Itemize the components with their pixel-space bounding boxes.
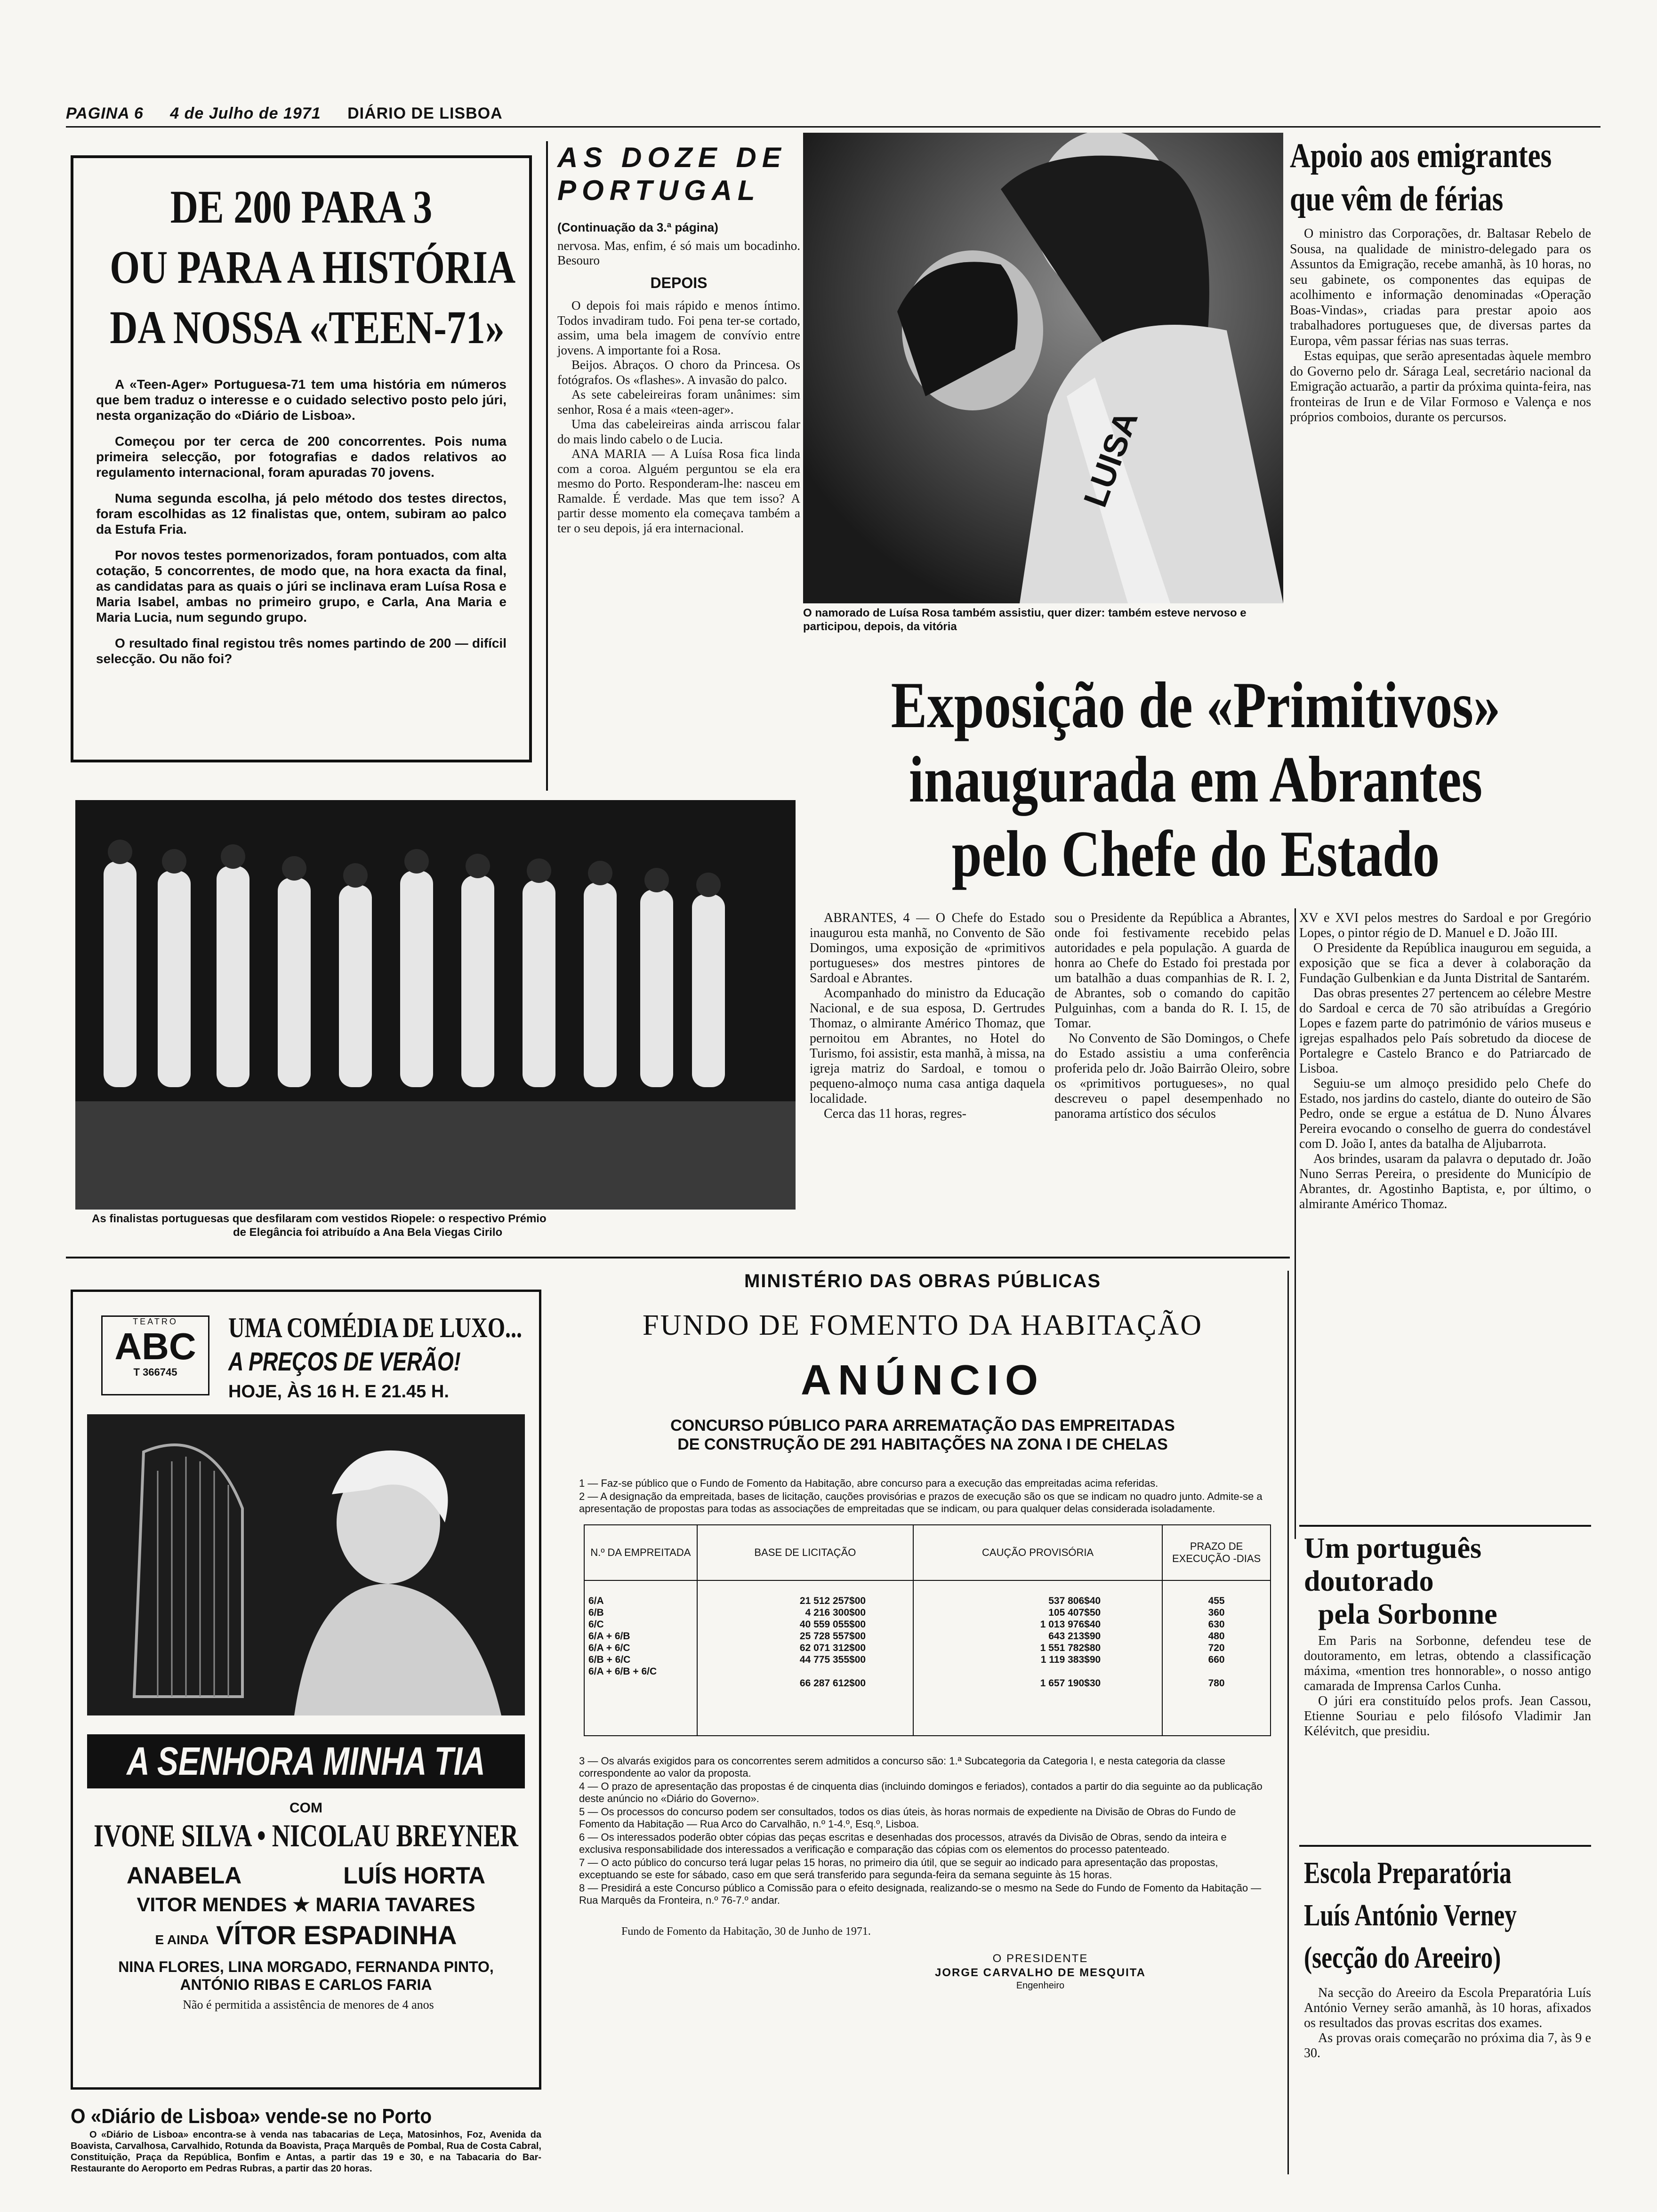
exposicao-headline: [810, 668, 1582, 891]
escola-headline-line3: (secção do Areeiro): [1304, 1940, 1501, 1975]
theatre-star-1: IVONE SILVA: [94, 1818, 251, 1853]
table-cell: 6/B: [588, 1607, 604, 1618]
theatre-times: HOJE, ÀS 16 H. E 21.45 H.: [228, 1382, 449, 1402]
table-cell: 1 657 190$30: [1040, 1678, 1101, 1689]
theatre-others: [73, 1958, 539, 1994]
table-cell: 480: [1208, 1631, 1225, 1642]
anuncio-item: 1 — Faz-se público que o Fundo de Fomento da Habitação, abre concurso para a execução das empreitadas acima referidas.: [579, 1477, 1158, 1489]
escola-rule: [1299, 1845, 1591, 1847]
table-cell: 780: [1208, 1678, 1225, 1689]
anuncio-item: 4 — O prazo de apresentação das propostas é de cinquenta dias (incluindo domingos e feriados), contados a partir do dia seguinte ao da publicação deste anúncio no «Diário do Governo».: [579, 1780, 1263, 1804]
theatre-cast-name: ANABELA: [126, 1862, 241, 1889]
theatre-cast-row2: [73, 1892, 539, 1917]
sorbonne-headline-line1: Um português: [1304, 1532, 1482, 1564]
emigrantes-headline-line2: que vêm de férias: [1290, 180, 1504, 218]
table-col-prazo: [1162, 1580, 1271, 1736]
col-header: N.º DA EMPREITADA: [584, 1525, 697, 1580]
doze-paragraph: As sete cabeleireiras foram unânimes: sim senhor, Rosa é a mais «teen-ager».: [557, 387, 800, 417]
porto-notice: [71, 2104, 541, 2174]
photo-finalists-image: [75, 800, 796, 1210]
theatre-phone: T 366745: [133, 1366, 177, 1378]
teen-paragraph: A «Teen-Ager» Portuguesa-71 tem uma história em números que bem traduz o interesse e o cuidado selectivo posto pelo júri, nesta organização do «Diário de Lisboa».: [96, 377, 507, 423]
theatre-headline-line1: UMA COMÉDIA DE LUXO...: [228, 1312, 523, 1343]
theatre-star-separator: •: [257, 1818, 272, 1853]
teen-headline-line2: OU PARA A HISTÓRIA: [110, 241, 516, 293]
teen-paragraph: Numa segunda escolha, já pelo método dos testes directos, foram escolhidas as 12 finalistas que, ontem, subiram ao palco da Estufa Fria.: [96, 491, 507, 537]
sorbonne-headline: [1304, 1532, 1591, 1631]
photo-finalists-caption: [92, 1212, 798, 1239]
table-col-base: [697, 1580, 913, 1736]
table-cell: 720: [1208, 1643, 1225, 1653]
table-cell: 643 213$90: [1048, 1631, 1101, 1642]
anuncio-items-top: [579, 1477, 1266, 1515]
emigrantes-paragraph: O ministro das Corporações, dr. Baltasar Rebelo de Sousa, na qualidade de ministro-delegado para os Assuntos da Emigração, recebe amanhã, às 10 horas, no seu gabinete, os componentes das equipas de acolhimento e informação denominadas «Operação Boas-Vindas», criadas para prestar apoio aos trabalhadores portugueses que, de diversas partes da Europa, vêm passar férias nas suas terras.: [1290, 226, 1591, 348]
doze-article: [546, 141, 800, 791]
sorbonne-paragraph: O júri era constituído pelos profs. Jean Cassou, Etienne Souriau e pelo filósofo Vladimir Jan Kélévitch, que presidiu.: [1304, 1694, 1591, 1739]
exposicao-col3: [1299, 911, 1591, 1212]
exposicao-headline-line1: Exposição de «Primitivos»: [891, 669, 1501, 742]
sorbonne-body: [1304, 1634, 1591, 1739]
theatre-vitor: VÍTOR ESPADINHA: [216, 1920, 457, 1950]
page-number: PAGINA 6: [66, 104, 144, 122]
theatre-headline-line2: A PREÇOS DE VERÃO!: [228, 1346, 461, 1376]
anuncio-item: 6 — Os interessados poderão obter cópias das peças escritas e desenhadas dos processos, através da Divisão de Obras, sendo da inteira e exclusiva responsabilidade dos interessados a verificação e comparação das cópias com os elementos do processo patenteado.: [579, 1831, 1227, 1855]
table-row: [584, 1580, 1271, 1736]
escola-paragraph: Na secção do Areeiro da Escola Preparatória Luís António Verney serão amanhã, às 10 horas, afixados os resultados das provas escritas dos exames.: [1304, 1986, 1591, 2030]
emigrantes-headline: [1290, 134, 1552, 221]
exposicao-col2: [1054, 911, 1290, 1122]
table-cell: 6/A + 6/B: [588, 1631, 630, 1642]
section-rule: [66, 1257, 1290, 1258]
teen-article: [71, 155, 532, 762]
table-cell: 62 071 312$00: [799, 1643, 866, 1653]
exposicao-headline-line3: pelo Chefe do Estado: [951, 817, 1440, 890]
table-cell: 6/A + 6/C: [588, 1643, 630, 1653]
page-date: 4 de Julho de 1971: [170, 104, 321, 122]
exposicao-paragraph: XV e XVI pelos mestres do Sardoal e por Gregório Lopes, o pintor régio de D. Manuel e D. João III.: [1299, 911, 1591, 940]
teen-headline-line3: DA NOSSA «TEEN-71»: [110, 301, 505, 353]
table-col-caucao: [913, 1580, 1162, 1736]
table-cell: 105 407$50: [1048, 1607, 1101, 1618]
exposicao-headline-line2: inaugurada em Abrantes: [909, 743, 1483, 816]
photo-winner-image: [803, 133, 1283, 603]
escola-article: [1304, 1852, 1591, 2061]
theatre-photo: [87, 1414, 525, 1715]
teen-paragraph: Começou por ter cerca de 200 concorrentes. Pois numa primeira selecção, por fotografias e dados relativos ao regulamento internacional, foram apuradas 70 jovens.: [96, 434, 507, 480]
sorbonne-headline-line3: pela Sorbonne: [1318, 1598, 1497, 1630]
anuncio-concurso: [565, 1416, 1280, 1454]
anuncio-concurso-line1: CONCURSO PÚBLICO PARA ARREMATAÇÃO DAS EMPREITADAS: [670, 1417, 1175, 1435]
escola-paragraph: As provas orais começarão no próxima dia 7, às 9 e 30.: [1304, 2031, 1591, 2060]
table-cell: 6/A + 6/B + 6/C: [588, 1666, 657, 1677]
doze-body: [557, 298, 800, 536]
theatre-cast-name: MARIA TAVARES: [315, 1893, 475, 1915]
table-cell: 630: [1208, 1619, 1225, 1630]
exposicao-paragraph: O Presidente da República inaugurou em seguida, a exposição que se fica a dever à colaboração da Fundação Gulbenkian e da Junta Distrital de Santarém.: [1299, 941, 1591, 986]
table-cell: 66 287 612$00: [799, 1678, 866, 1689]
table-cell: 25 728 557$00: [799, 1631, 866, 1642]
doze-paragraph: ANA MARIA — A Luísa Rosa fica linda com a coroa. Alguém perguntou se ela era mesmo do Porto. Responderam-lhe: nasceu em Ramalde. É verdade. Mas que tem isso? A partir desse momento ela começava também a ter o seu depois, já era internacional.: [557, 447, 800, 535]
photo-winner-caption: O namorado de Luísa Rosa também assistiu, quer dizer: também esteve nervoso e participou, depois, da vitória: [803, 607, 1247, 633]
table-cell: 1 119 383$90: [1040, 1654, 1101, 1665]
escola-headline-line2: Luís António Verney: [1304, 1898, 1517, 1932]
porto-text: O «Diário de Lisboa» encontra-se à venda nas tabacarias de Leça, Matosinhos, Foz, Avenida da Boavista, Carvalhosa, Carvalhido, Rotunda da Boavista, Praça Marquês de Pombal, Rua de Costa Cabral, Constituição, Praça da República, Bonfim e Antas, a partir das 19 e 30, e na Tabacaria do Bar-Restaurante do Aeroporto em Pedras Rubras, a partir das 20 horas.: [71, 2130, 541, 2174]
table-col-empreitada: [584, 1580, 697, 1736]
photo-winner: [803, 133, 1283, 603]
exposicao-paragraph: Das obras presentes 27 pertencem ao célebre Mestre do Sardoal e cerca de 70 são atribuídas a Gregório Lopes e fazem parte do património de vários museus e igrejas espalhados pelo País sobretudo da diocese de Portalegre e Castelo Branco e do Patriarcado de Lisboa.: [1299, 986, 1591, 1076]
theatre-warning: Não é permitida a assistência de menores de 4 anos: [183, 1998, 434, 2012]
col-header: BASE DE LICITAÇÃO: [697, 1525, 913, 1580]
anuncio-presidente: O PRESIDENTE: [992, 1952, 1088, 1965]
doze-intro: nervosa. Mas, enfim, é só mais um bocadinho. Besouro: [557, 239, 800, 267]
anuncio-ministerio: MINISTÉRIO DAS OBRAS PÚBLICAS: [744, 1271, 1102, 1291]
anuncio-items-bottom: [579, 1755, 1266, 1907]
sorbonne-rule: [1299, 1525, 1591, 1527]
anuncio-concurso-line2: DE CONSTRUÇÃO DE 291 HABITAÇÕES NA ZONA I DE CHELAS: [677, 1435, 1168, 1453]
table-cell: 455: [1208, 1595, 1225, 1606]
escola-headline-line1: Escola Preparatória: [1304, 1856, 1512, 1890]
photo-finalists: [75, 800, 796, 1210]
table-cell: 6/C: [588, 1619, 604, 1630]
escola-headline: [1304, 1852, 1528, 1979]
anuncio-table-body: [584, 1580, 1271, 1736]
teen-paragraph: O resultado final registou três nomes partindo de 200 — difícil selecção. Ou não foi?: [96, 636, 507, 666]
exposicao-paragraph: sou o Presidente da República a Abrantes, onde foi festivamente recebido pelas autoridades e pela população. A guarda de honra ao Chefe do Estado foi prestada por um batalhão a duas companhias de R. I. 2, de Abrantes, sob o comando do capitão Pulguinhas, com a banda do R. I. 15, de Tomar.: [1054, 911, 1290, 1031]
exposicao-paragraph: Aos brindes, usaram da palavra o deputado dr. João Nuno Serras Pereira, o presidente do Município de Abrantes, dr. Agostinho Baptista, e, por último, o almirante Américo Thomaz.: [1299, 1152, 1591, 1211]
anuncio-dateline: Fundo de Fomento da Habitação, 30 de Junho de 1971.: [621, 1925, 871, 1938]
theatre-stars: [73, 1817, 539, 1854]
emigrantes-headline-line1: Apoio aos emigrantes: [1290, 136, 1552, 175]
sorbonne-article: [1304, 1532, 1591, 1739]
anuncio-title: ANÚNCIO: [801, 1357, 1045, 1404]
anuncio-item: 7 — O acto público do concurso terá lugar pelas 15 horas, no primeiro dia útil, que se seguir ao indicado para apresentação das propostas, exceptuando se este for sábado, caso em que será transferido para segunda-feira da semana seguinte às 15 horas.: [579, 1857, 1218, 1881]
theatre-ainda-row: [73, 1920, 539, 1955]
exposicao-paragraph: Seguiu-se um almoço presidido pelo Chefe do Estado, nos jardins do castelo, diante do outeiro de São Pedro, onde se ergue a estátua de D. Nuno Álvares Pereira evocando o conselho de guerra do condestável com D. João I, antes da batalha de Aljubarrota.: [1299, 1076, 1591, 1151]
table-cell: 44 775 355$00: [799, 1654, 866, 1665]
theatre-others-line2: ANTÓNIO RIBAS E CARLOS FARIA: [180, 1976, 432, 1993]
teen-headline-line1: DE 200 PARA 3: [170, 181, 433, 233]
col-header: CAUÇÃO PROVISÓRIA: [913, 1525, 1162, 1580]
exposicao-paragraph: ABRANTES, 4 — O Chefe do Estado inaugurou esta manhã, no Convento de São Domingos, uma exposição de «primitivos portugueses» dos mestres pintores de Sardoal e Abrantes.: [810, 911, 1045, 986]
doze-subhead: DEPOIS: [650, 274, 708, 291]
emigrantes-paragraph: Estas equipas, que serão apresentadas àquele membro do Governo pelo dr. Sáraga Leal, secretário nacional da Emigração actuarão, a partir da próxima quinta-feira, nas fronteiras de Irun e de Vilar Formoso e Valença e nos próprios comboios, durante os percursos.: [1290, 349, 1591, 425]
theatre-play-title: A SENHORA MINHA TIA: [127, 1739, 485, 1783]
table-cell: 6/B + 6/C: [588, 1654, 631, 1665]
theatre-photo-image: [87, 1414, 525, 1715]
exposicao-paragraph: No Convento de São Domingos, o Chefe do Estado assistiu a uma conferência proferida pelo dr. João Bairrão Oleiro, sobre os «primitivos portugueses», no qual descreveu o papel desempenhado no panorama artístico dos séculos: [1054, 1031, 1290, 1121]
escola-body: [1304, 1986, 1591, 2061]
anuncio: [565, 1266, 1280, 2188]
table-cell: 537 806$40: [1048, 1595, 1101, 1606]
teen-paragraph: Por novos testes pormenorizados, foram pontuados, com alta cotação, 5 concorrentes, de modo que, na hora exacta da final, as candidatas para as quais o júri se inclinava eram Luísa Rosa e Maria Isabel, ambas no primeiro grupo, e Carla, Ana Maria e Maria Lucia, num segundo grupo.: [96, 548, 507, 625]
exposicao-col-rule: [1295, 908, 1296, 1539]
anuncio-item: 3 — Os alvarás exigidos para os concorrentes serem admitidos a concurso são: 1.ª Subcategoria da Categoria I, e nesta categoria da classe correspondente ao valor da proposta.: [579, 1755, 1225, 1779]
theatre-headline: [228, 1311, 530, 1405]
exposicao-col1: [810, 911, 1045, 1122]
doze-paragraph: Beijos. Abraços. O choro da Princesa. Os fotógrafos. Os «flashes». A invasão do palco.: [557, 358, 800, 387]
anuncio-role: Engenheiro: [1016, 1980, 1065, 1991]
doze-headline: [557, 141, 800, 207]
porto-title: O «Diário de Lisboa» vende-se no Porto: [71, 2105, 432, 2128]
teen-headline: [110, 177, 516, 358]
theatre-cast-separator: ★: [292, 1893, 316, 1915]
header-rule: [66, 126, 1601, 128]
anuncio-table: [584, 1524, 1271, 1736]
sorbonne-headline-line2: doutorado: [1304, 1565, 1434, 1597]
theatre-com: COM: [290, 1800, 322, 1816]
theatre-play-banner: [87, 1734, 525, 1788]
table-cell: 1 013 976$40: [1040, 1619, 1101, 1630]
theatre-abc: ABC: [114, 1325, 196, 1367]
anuncio-table-header: [584, 1525, 1271, 1580]
anuncio-signer: JORGE CARVALHO DE MESQUITA: [934, 1966, 1146, 1979]
doze-paragraph: O depois foi mais rápido e menos íntimo. Todos invadiram tudo. Foi pena ter-se cortado, assim, uma bela imagem de convívio entre jovens. A importante foi a Rosa.: [557, 298, 800, 357]
anuncio-fundo: FUNDO DE FOMENTO DA HABITAÇÃO: [642, 1309, 1203, 1341]
photo-finalists-caption-line1: As finalistas portuguesas que desfilaram com vestidos Riopele: o respectivo Prémio: [92, 1212, 547, 1225]
doze-headline-line2: PORTUGAL: [557, 175, 761, 206]
table-cell: 6/A: [588, 1595, 604, 1606]
page-header: [66, 104, 524, 123]
doze-headline-line1: AS DOZE DE: [557, 142, 787, 173]
col-header: PRAZO DE EXECUÇÃO -DIAS: [1162, 1525, 1271, 1580]
anuncio-item: 2 — A designação da empreitada, bases de licitação, cauções provisórias e prazos de execução são os que se indicam no quadro junto. Admite-se a apresentação de propostas para todas as associações de empreitadas que se indicam, ou para qualquer delas considerada isoladamente.: [579, 1491, 1263, 1515]
theatre-cast-name: VITOR MENDES: [137, 1893, 287, 1915]
anuncio-item: 8 — Presidirá a este Concurso público a Comissão para o efeito designada, realizando-se o mesmo na Sede do Fundo de Fomento da Habitação — Rua Marquês da Fronteira, n.º 76-7.º andar.: [579, 1882, 1262, 1906]
table-cell: 21 512 257$00: [799, 1595, 866, 1606]
paper-name: DIÁRIO DE LISBOA: [347, 104, 503, 122]
anuncio-right-rule: [1287, 1271, 1289, 2174]
sorbonne-paragraph: Em Paris na Sorbonne, defendeu tese de doutoramento, em letras, obtendo a classificação máxima, «mention tres honnorable», o nosso antigo camarada de Imprensa Carlos Cunha.: [1304, 1634, 1591, 1693]
theatre-logo-box: [101, 1315, 209, 1395]
table-cell: 40 559 055$00: [799, 1619, 866, 1630]
table-cell: 1 551 782$80: [1040, 1643, 1101, 1653]
anuncio-item: 5 — Os processos do concurso podem ser consultados, todos os dias úteis, às horas normais de expediente na Divisão de Obras do Fundo de Fomento da Habitação — Rua Arco do Carvalhão, n.º 1-4.º, Esq.º, Lisboa.: [579, 1806, 1236, 1830]
photo-sash-text: LUISA: [1076, 406, 1145, 512]
exposicao-paragraph: Acompanhado do ministro da Educação Nacional, e de sua esposa, D. Gertrudes Thomaz, o almirante Américo Thomaz, que pernoitou em Abrantes, no Hotel do Turismo, foi assistir, esta manhã, à missa, na igreja matriz do Sardoal, e tomou o pequeno-almoço numa casa antiga daquela localidade.: [810, 986, 1045, 1106]
theatre-cast-name: LUÍS HORTA: [343, 1862, 486, 1889]
theatre-label: TEATRO: [133, 1317, 178, 1326]
emigrantes-body: [1290, 226, 1591, 425]
theatre-others-line1: NINA FLORES, LINA MORGADO, FERNANDA PINTO,: [118, 1958, 494, 1975]
table-cell: 660: [1208, 1654, 1225, 1665]
doze-continuation: (Continuação da 3.ª página): [557, 220, 718, 234]
doze-paragraph: Uma das cabeleireiras ainda arriscou falar do mais lindo cabelo o de Lucia.: [557, 417, 800, 446]
photo-finalists-caption-line2: de Elegância foi atribuído a Ana Bela Viegas Cirilo: [233, 1226, 503, 1239]
theatre-star-2: NICOLAU BREYNER: [272, 1818, 518, 1853]
table-cell: 360: [1208, 1607, 1225, 1618]
theatre-ad: [71, 1290, 541, 2090]
emigrantes-article: [1290, 134, 1591, 425]
table-cell: 4 216 300$00: [805, 1607, 866, 1618]
theatre-cast-row1: [73, 1861, 539, 1890]
exposicao-paragraph: Cerca das 11 horas, regres-: [824, 1106, 966, 1121]
theatre-ainda: E AINDA: [155, 1932, 209, 1947]
